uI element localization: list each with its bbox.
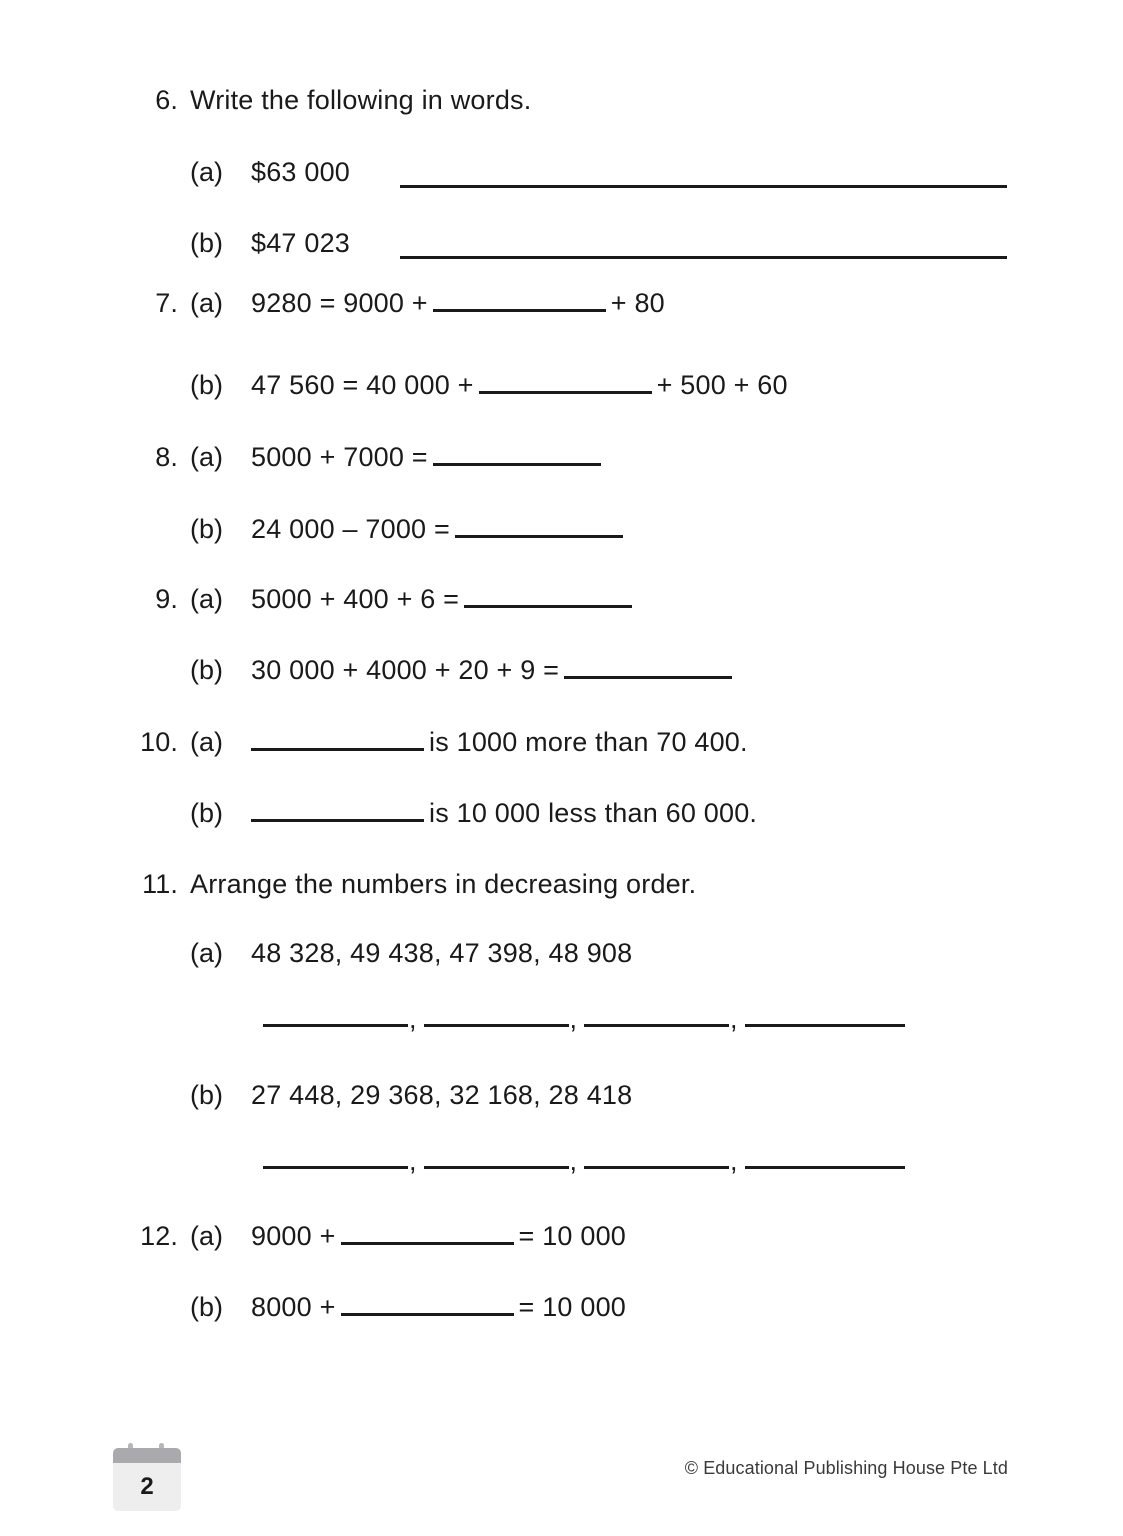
- part-prompt: 48 328, 49 438, 47 398, 48 908: [251, 938, 633, 968]
- answer-blank-11b-2[interactable]: [424, 1166, 569, 1169]
- answer-blank-12a[interactable]: [341, 1242, 514, 1245]
- part-label: (a): [190, 584, 223, 614]
- question-number: 10.: [140, 727, 178, 757]
- part-expression: [251, 370, 788, 401]
- question-number: 6.: [155, 85, 178, 115]
- expression-before: 9280 = 9000 +: [251, 288, 428, 318]
- answer-blank-11a-4[interactable]: [745, 1024, 905, 1027]
- order-separator: ,: [569, 1146, 578, 1176]
- expression-after: + 80: [610, 288, 665, 318]
- part-label: (b): [190, 655, 223, 685]
- answer-blank-11a-3[interactable]: [584, 1024, 729, 1027]
- answer-blank-11b-4[interactable]: [745, 1166, 905, 1169]
- part-expression: [251, 798, 757, 829]
- question-7a-row: [120, 288, 665, 319]
- expression-before: 30 000 + 4000 + 20 + 9 =: [251, 655, 560, 685]
- question-stem-text: Write the following in words.: [190, 85, 532, 115]
- question-11b-row: [120, 1080, 632, 1111]
- question-number: 11.: [142, 869, 178, 899]
- calendar-icon-header: [113, 1448, 181, 1463]
- answer-order-line-11a: [263, 1004, 905, 1034]
- part-label: (b): [190, 1292, 223, 1322]
- question-8b-row: [120, 514, 628, 545]
- expression-after: = 10 000: [518, 1221, 626, 1251]
- part-prompt: 27 448, 29 368, 32 168, 28 418: [251, 1080, 633, 1110]
- question-stem-text: Arrange the numbers in decreasing order.: [190, 869, 697, 899]
- answer-blank-11b-1[interactable]: [263, 1166, 408, 1169]
- order-separator: ,: [569, 1004, 578, 1034]
- part-expression: [251, 584, 637, 615]
- part-expression: [251, 727, 748, 758]
- part-expression: [251, 1292, 626, 1323]
- question-6a-row: [120, 157, 350, 188]
- part-expression: [251, 288, 665, 319]
- question-number: 8.: [155, 442, 178, 472]
- answer-blank-8b[interactable]: [455, 535, 623, 538]
- part-label: (a): [190, 157, 223, 187]
- expression-before: 9000 +: [251, 1221, 336, 1251]
- answer-line-6b[interactable]: [400, 256, 1007, 259]
- expression-before: 47 560 = 40 000 +: [251, 370, 474, 400]
- answer-order-line-11b: [263, 1146, 905, 1176]
- answer-blank-11a-2[interactable]: [424, 1024, 569, 1027]
- expression-before: 5000 + 7000 =: [251, 442, 428, 472]
- part-expression: [251, 655, 737, 686]
- expression-before: 8000 +: [251, 1292, 336, 1322]
- copyright-notice: © Educational Publishing House Pte Ltd: [684, 1458, 1008, 1478]
- part-label: (a): [190, 442, 223, 472]
- answer-line-6a[interactable]: [400, 185, 1007, 188]
- part-label: (a): [190, 1221, 223, 1251]
- question-8a-row: [120, 442, 606, 473]
- part-label: (a): [190, 288, 223, 318]
- question-10a-row: [120, 727, 748, 758]
- expression-before: 24 000 – 7000 =: [251, 514, 450, 544]
- part-prompt: $47 023: [251, 228, 350, 258]
- expression-after: = 10 000: [518, 1292, 626, 1322]
- part-expression: [251, 1221, 626, 1252]
- part-label: (b): [190, 1080, 223, 1110]
- question-10b-row: [120, 798, 757, 829]
- question-12b-row: [120, 1292, 626, 1323]
- part-expression: [251, 442, 606, 473]
- expression-after: is 10 000 less than 60 000.: [429, 798, 758, 828]
- question-6b-row: [120, 228, 350, 259]
- answer-blank-8a[interactable]: [433, 463, 601, 466]
- answer-blank-7a[interactable]: [433, 309, 606, 312]
- expression-after: + 500 + 60: [656, 370, 788, 400]
- part-label: (b): [190, 228, 223, 258]
- part-label: (b): [190, 798, 223, 828]
- question-6-stem-row: [120, 85, 531, 116]
- part-label: (a): [190, 727, 223, 757]
- page-number: 2: [140, 1473, 154, 1500]
- answer-blank-11b-3[interactable]: [584, 1166, 729, 1169]
- order-separator: ,: [730, 1004, 738, 1034]
- order-separator: ,: [730, 1146, 738, 1176]
- answer-blank-9b[interactable]: [564, 676, 732, 679]
- order-separator: ,: [409, 1004, 417, 1034]
- part-expression: [251, 514, 628, 545]
- question-11a-row: [120, 938, 632, 969]
- part-label: (a): [190, 938, 223, 968]
- part-prompt: $63 000: [251, 157, 350, 187]
- question-12a-row: [120, 1221, 626, 1252]
- answer-blank-10a[interactable]: [251, 748, 424, 751]
- question-number: 7.: [155, 288, 178, 318]
- answer-blank-11a-1[interactable]: [263, 1024, 408, 1027]
- answer-blank-12b[interactable]: [341, 1313, 514, 1316]
- calendar-page-icon: [113, 1437, 181, 1511]
- question-7b-row: [120, 370, 788, 401]
- calendar-icon-body: [113, 1463, 181, 1511]
- part-label: (b): [190, 514, 223, 544]
- answer-blank-10b[interactable]: [251, 819, 424, 822]
- expression-before: 5000 + 400 + 6 =: [251, 584, 460, 614]
- answer-blank-7b[interactable]: [479, 391, 652, 394]
- order-separator: ,: [409, 1146, 417, 1176]
- question-9b-row: [120, 655, 737, 686]
- question-11-stem-row: [120, 869, 696, 900]
- answer-blank-9a[interactable]: [464, 605, 632, 608]
- question-9a-row: [120, 584, 637, 615]
- question-number: 9.: [155, 584, 178, 614]
- question-number: 12.: [140, 1221, 178, 1251]
- expression-after: is 1000 more than 70 400.: [429, 727, 748, 757]
- part-label: (b): [190, 370, 223, 400]
